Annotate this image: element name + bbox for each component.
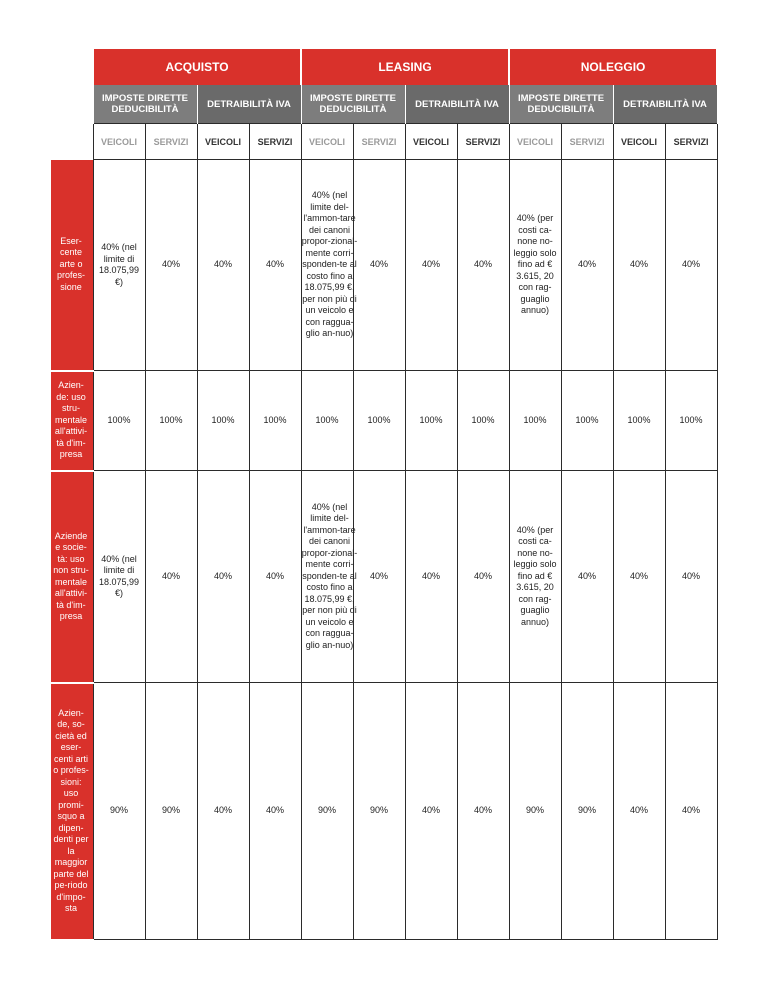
cell-value: 40% [161, 570, 180, 581]
table-cell [301, 160, 358, 371]
table-cell [665, 683, 717, 940]
cell-value: 40% [421, 259, 440, 270]
cell-value: 40% (nel limite di 18.075,99 €) [98, 242, 140, 287]
deductibility-table [51, 49, 718, 941]
cell-value: 40% (per costi ca-none no-leggio solo fino ad € 3.615, 20 con rag-guaglio annuo) [513, 213, 557, 316]
cell-value: 90% [317, 805, 336, 816]
table-cell [613, 371, 665, 471]
cell-value: 100% [523, 414, 547, 425]
table-cell [561, 160, 613, 371]
table-cell [249, 371, 301, 471]
cell-value: 40% (nel limite del-l'ammon-tare dei canoni propor-zional-mente corri-sponden-te al costo fino a 18.075,99 €, per non più di un veicolo e con raggua-glio an-nuo) [301, 190, 358, 339]
table-cell [405, 160, 457, 371]
cell-value: 100% [159, 414, 183, 425]
cell-value: 40% [421, 570, 440, 581]
table-cell [93, 160, 145, 371]
cell-value: 90% [526, 805, 545, 816]
table-cell [665, 371, 717, 471]
col-veicoli-imposte: VEICOLI [301, 124, 353, 160]
table-cell [145, 683, 197, 940]
table-cell [457, 683, 509, 940]
table-cell [405, 471, 457, 683]
table-cell [457, 471, 509, 683]
cell-value: 40% [682, 570, 701, 581]
table-cell [457, 160, 509, 371]
table-row [51, 683, 717, 940]
table-cell [197, 683, 249, 940]
cell-value: 40% [682, 805, 701, 816]
cell-value: 40% [213, 570, 232, 581]
col-veicoli-imposte: VEICOLI [93, 124, 145, 160]
cell-value: 100% [679, 414, 703, 425]
table-cell [301, 471, 358, 683]
cell-value: 90% [109, 805, 128, 816]
col-veicoli-iva: VEICOLI [405, 124, 457, 160]
subheader-imposte-leasing: IMPOSTE DIRETTE DEDUCIBILITÀ [301, 85, 405, 124]
cell-value: 40% [213, 805, 232, 816]
table-cell [93, 683, 145, 940]
table-cell [145, 160, 197, 371]
table-cell [665, 471, 717, 683]
cell-value: 90% [369, 805, 388, 816]
table-cell [509, 683, 561, 940]
cell-value: 90% [578, 805, 597, 816]
col-servizi-imposte: SERVIZI [145, 124, 197, 160]
cell-value: 40% [213, 259, 232, 270]
subheader-row [51, 85, 717, 124]
subheader-imposte-acquisto: IMPOSTE DIRETTE DEDUCIBILITÀ [93, 85, 197, 124]
cell-value: 100% [107, 414, 131, 425]
cell-value: 100% [367, 414, 391, 425]
table-cell [197, 471, 249, 683]
cell-value: 100% [627, 414, 651, 425]
cell-value: 40% [421, 805, 440, 816]
table-cell [197, 160, 249, 371]
table-cell [145, 371, 197, 471]
table-cell [249, 471, 301, 683]
group-acquisto: ACQUISTO [93, 49, 301, 85]
row-header-label: Aziende e socie-tà: uso non stru-mentale all'attivi-tà d'im-presa [53, 530, 89, 621]
table-row [51, 371, 717, 471]
col-servizi-iva: SERVIZI [249, 124, 301, 160]
row-header [51, 683, 93, 940]
table-cell [613, 160, 665, 371]
group-noleggio: NOLEGGIO [509, 49, 717, 85]
col-veicoli-iva: VEICOLI [613, 124, 665, 160]
table-cell [665, 160, 717, 371]
cell-value: 40% [682, 259, 701, 270]
cell-value: 40% [161, 259, 180, 270]
col-veicoli-iva: VEICOLI [197, 124, 249, 160]
col-servizi-imposte: SERVIZI [353, 124, 405, 160]
table-cell [509, 160, 561, 371]
cell-value: 40% [578, 259, 597, 270]
table-cell [353, 371, 405, 471]
table-cell [561, 471, 613, 683]
corner-cell [51, 49, 93, 160]
table-cell [93, 371, 145, 471]
cell-value: 40% [630, 805, 649, 816]
cell-value: 40% (per costi ca-none no-leggio solo fino ad € 3.615, 20 con rag-guaglio annuo) [513, 524, 557, 627]
cell-value: 100% [211, 414, 235, 425]
table-cell [301, 371, 353, 471]
cell-value: 100% [263, 414, 287, 425]
cell-value: 40% [265, 259, 284, 270]
table-cell [405, 371, 457, 471]
cell-value: 40% [369, 570, 388, 581]
col-servizi-iva: SERVIZI [665, 124, 717, 160]
cell-value: 40% [630, 570, 649, 581]
row-header [51, 160, 93, 371]
col-servizi-imposte: SERVIZI [561, 124, 613, 160]
row-header [51, 471, 93, 683]
row-header-label: Azien-de: uso stru-mentale all'attivi-tà d'im-presa [54, 380, 88, 460]
cell-value: 40% [474, 805, 493, 816]
row-header-label: Azien-de, so-cietà ed eser-centi arti o profes-sioni: uso promi-squo a dipen-denti per la maggior parte del pe-riodo d'impo-sta [53, 707, 89, 913]
table-cell [509, 371, 561, 471]
group-leasing: LEASING [301, 49, 509, 85]
table-cell [249, 683, 301, 940]
cell-value: 40% [265, 805, 284, 816]
cell-value: 40% [578, 570, 597, 581]
cell-value: 40% (nel limite del-l'ammon-tare dei canoni propor-zional-mente corri-sponden-te al costo fino a 18.075,99 €, per non più di un veicolo e con raggua-glio an-nuo) [301, 501, 358, 650]
cell-value: 100% [315, 414, 339, 425]
table-cell [353, 160, 405, 371]
cell-value: 40% [474, 259, 493, 270]
table-cell [93, 471, 145, 683]
subheader-iva-leasing: DETRAIBILITÀ IVA [405, 85, 509, 124]
table-cell [353, 683, 405, 940]
table-cell [613, 683, 665, 940]
cell-value: 100% [575, 414, 599, 425]
subheader-iva-noleggio: DETRAIBILITÀ IVA [613, 85, 717, 124]
row-header [51, 371, 93, 471]
table-cell [561, 371, 613, 471]
table-cell [457, 371, 509, 471]
table-cell [353, 471, 405, 683]
table-row [51, 471, 717, 683]
row-header-label: Eser-cente arte o profes-sione [56, 235, 85, 292]
table-cell [249, 160, 301, 371]
cell-value: 40% [265, 570, 284, 581]
table-cell [509, 471, 561, 683]
col-veicoli-imposte: VEICOLI [509, 124, 561, 160]
table-cell [613, 471, 665, 683]
cell-value: 40% [630, 259, 649, 270]
table-cell [405, 683, 457, 940]
cell-value: 90% [161, 805, 180, 816]
cell-value: 100% [471, 414, 495, 425]
table-cell [145, 471, 197, 683]
table-cell [561, 683, 613, 940]
subheader-iva-acquisto: DETRAIBILITÀ IVA [197, 85, 301, 124]
cell-value: 40% [474, 570, 493, 581]
column-label-row [51, 124, 717, 160]
table-cell [197, 371, 249, 471]
cell-value: 40% (nel limite di 18.075,99 €) [98, 553, 140, 598]
table-cell [301, 683, 353, 940]
cell-value: 40% [369, 259, 388, 270]
subheader-imposte-noleggio: IMPOSTE DIRETTE DEDUCIBILITÀ [509, 85, 613, 124]
group-header-row [51, 49, 717, 85]
col-servizi-iva: SERVIZI [457, 124, 509, 160]
table-row [51, 160, 717, 371]
cell-value: 100% [419, 414, 443, 425]
